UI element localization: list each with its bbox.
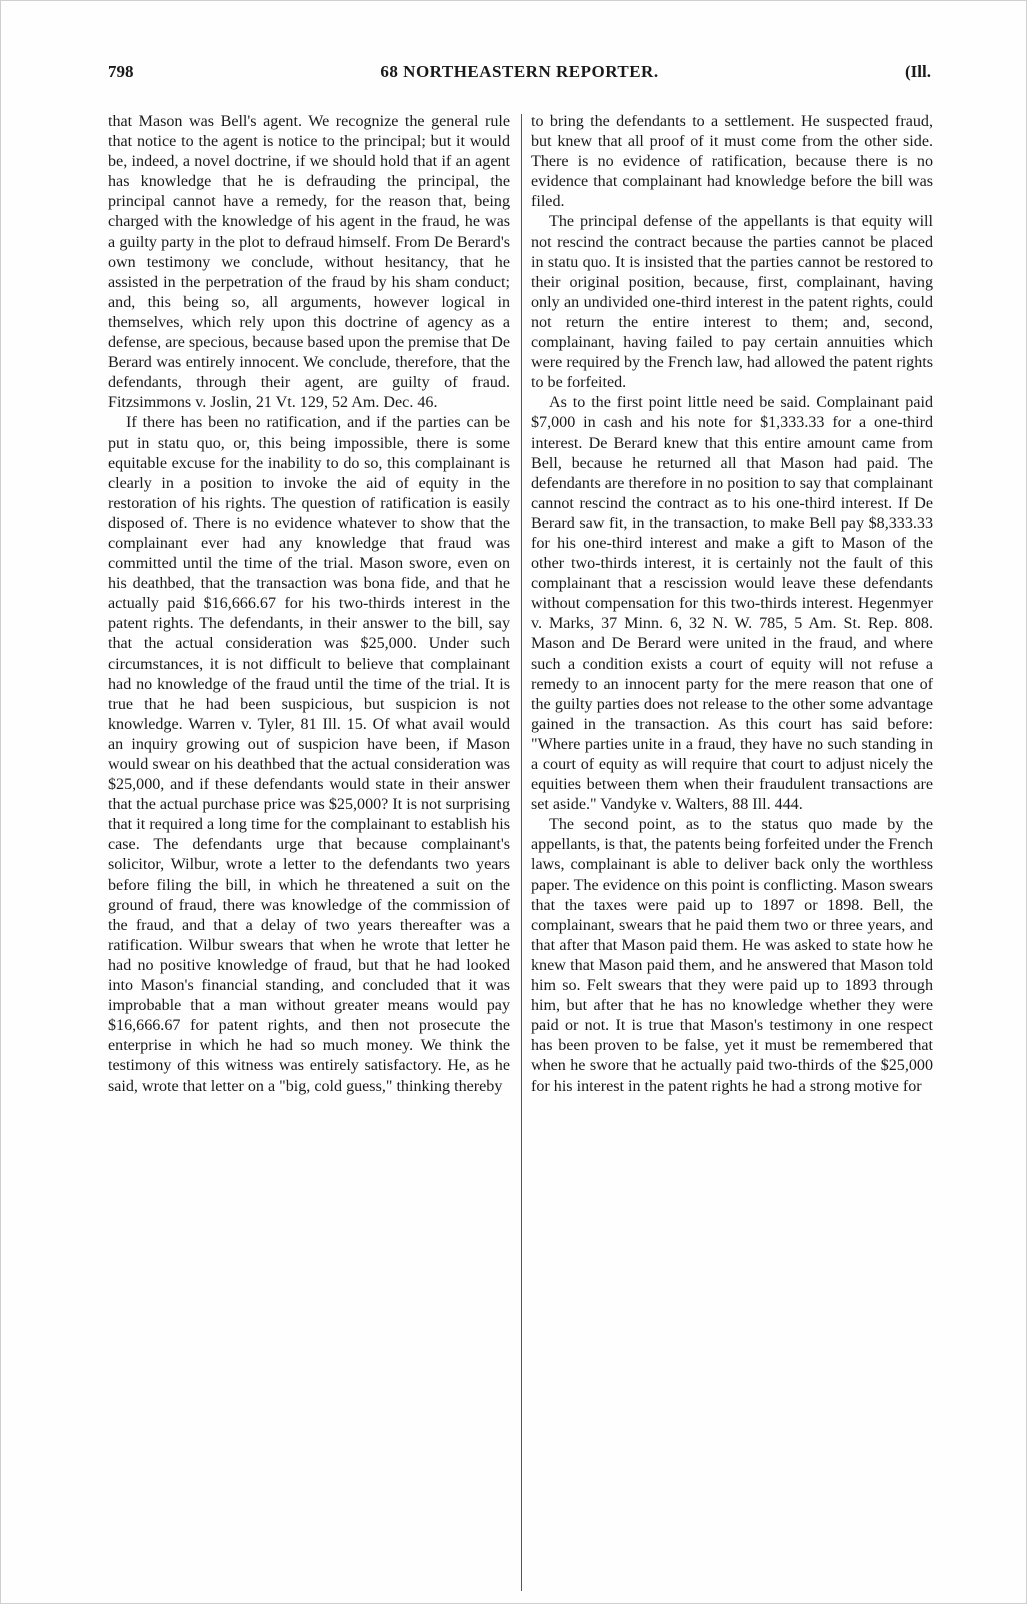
paragraph: The principal defense of the appellants is that equity will not rescind the contract because the parties cannot be placed in statu quo. It is insisted that the parties cannot be restored to their original position, because, first, complainant, having only an undivided one-third interest in the patent rights, could not return the entire interest to them; and, second, complainant, having failed to pay certain annuities which were required by the French law, had allowed the patent rights to be forfeited. <box>531 213 933 392</box>
right-column <box>531 112 933 1097</box>
page-header <box>108 60 931 84</box>
paragraph: If there has been no ratification, and if the parties can be put in statu quo, or, this being impossible, there is some equitable excuse for the inability to do so, this complainant is clearly in a position to invoke the aid of equity in the restoration of his rights. The question of ratification is easily disposed of. There is no evidence whatever to show that the complainant ever had any knowledge that fraud was committed until the time of the trial. Mason swore, even on his deathbed, that the transaction was bona fide, and that he actually paid $16,666.67 for his two-thirds interest in the patent rights. The defendants, in their answer to the bill, say that the actual consideration was $25,000. Under such circumstances, it is not difficult to believe that complainant had no knowledge of the fraud until the time of the trial. It is true that he had been suspicious, but suspicion is not knowledge. Warren v. Tyler, 81 Ill. 15. Of what avail would an inquiry growing out of suspicion have been, if Mason would swear on his deathbed that the actual consideration was $25,000, and if these defendants would state in their answer that the actual purchase price was $25,000? It is not surprising that it required a long time for the complainant to establish his case. The defendants urge that because complainant's solicitor, Wilbur, wrote a letter to the defendants two years before filing the bill, in which he threatened a suit on the ground of fraud, there was knowledge of the commission of the fraud, and that a delay of two years thereafter was a ratification. Wilbur swears that when he wrote that letter he had no positive knowledge of fraud, but that he had looked into Mason's financial standing, and concluded that it was improbable that a man without greater means would pay $16,666.67 for patent rights, and then not prosecute the enterprise in which he had so much money. We think the testimony of this witness was entirely satisfactory. He, as he said, wrote that letter on a "big, cold guess," thinking thereby <box>108 414 510 1095</box>
column-divider <box>521 114 522 1591</box>
paragraph: The second point, as to the status quo made by the appellants, is that, the patents being forfeited under the French laws, complainant is able to deliver back only the worthless paper. The evidence on this point is conflicting. Mason swears that the taxes were paid up to 1897 or 1898. Bell, the complainant, swears that he paid them two or three years, and that after that Mason paid them. He was asked to state how he knew that Mason paid them, and he answered that Mason told him so. Felt swears that they were paid up to 1893 through him, but after that he has no knowledge whether they were paid or not. It is true that Mason's testimony in one respect has been proven to be false, yet it must be remembered that when he swore that he actually paid two-thirds of the $25,000 for his interest in the patent rights he had a strong motive for <box>531 816 933 1095</box>
page-number: 798 <box>108 62 134 81</box>
left-column <box>108 112 510 1097</box>
running-title: 68 NORTHEASTERN REPORTER. <box>380 62 659 81</box>
paragraph: to bring the defendants to a settlement. He suspected fraud, but knew that all proof of it must come from the other side. There is no evidence of ratification, because there is no evidence that complainant had knowledge before the bill was filed. <box>531 113 933 211</box>
paragraph: that Mason was Bell's agent. We recognize the general rule that notice to the agent is notice to the principal; but it would be, indeed, a novel doctrine, if we should hold that if an agent has knowledge that he is defrauding the principal, the principal cannot have a remedy, for the reason that, being charged with the knowledge of his agent in the fraud, he was a guilty party in the plot to defraud himself. From De Berard's own testimony we conclude, without hesitancy, that he assisted in the perpetration of the fraud by his sham conduct; and, this being so, all arguments, however logical in themselves, which rely upon this doctrine of agency as a defense, are specious, because based upon the premise that De Berard was entirely innocent. We conclude, therefore, that the defendants, through their agent, are guilty of fraud. Fitzsimmons v. Joslin, 21 Vt. 129, 52 Am. Dec. 46. <box>108 113 510 412</box>
state-abbreviation: (Ill. <box>905 62 931 81</box>
paragraph: As to the first point little need be said. Complainant paid $7,000 in cash and his note for $1,333.33 for a one-third interest. De Berard knew that this entire amount came from Bell, because he returned all that Mason had paid. The defendants are therefore in no position to say that complainant cannot rescind the contract as to his one-third interest. If De Berard saw fit, in the transaction, to make Bell pay $8,333.33 for his one-third interest and make a gift to Mason of the other two-thirds interest, it is certainly not the fault of this complainant that a rescission would leave these defendants without compensation for this two-thirds interest. Hegenmyer v. Marks, 37 Minn. 6, 32 N. W. 785, 5 Am. St. Rep. 808. Mason and De Berard were united in the fraud, and where such a condition exists a court of equity will not refuse a remedy to an innocent party for the mere reason that one of the guilty parties does not release to the other some advantage gained in the transaction. As this court has said before: "Where parties unite in a fraud, they have no such standing in a court of equity as will require that court to adjust nicely the equities between them when their fraudulent transactions are set aside." Vandyke v. Walters, 88 Ill. 444. <box>531 394 933 814</box>
